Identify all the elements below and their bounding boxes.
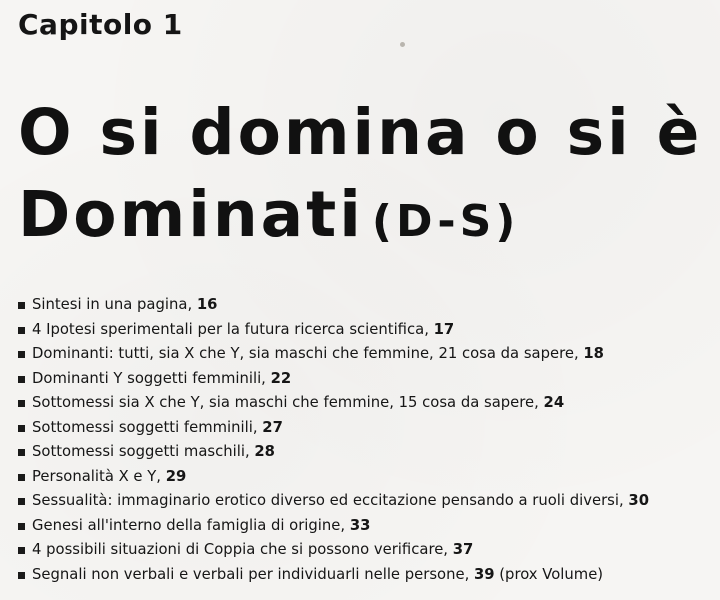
toc-item — [18, 465, 718, 490]
bullet-icon — [18, 474, 25, 481]
toc-item-text: Segnali non verbali e verbali per individuarli nelle persone, — [32, 565, 474, 583]
toc-page-number: 37 — [452, 541, 474, 558]
chapter-title-main: Dominati — [18, 178, 364, 251]
toc-item-text: Dominanti Y soggetti femminili, — [32, 369, 271, 387]
toc-page-number: 22 — [270, 369, 292, 387]
toc-page-number: 29 — [165, 467, 187, 485]
toc-page-number: 33 — [349, 516, 371, 534]
toc-item-text: Sottomessi soggetti maschili, — [32, 443, 255, 460]
toc-item — [18, 416, 718, 441]
toc-item-text: Genesi all'interno della famiglia di origine, — [32, 516, 350, 534]
bullet-icon — [18, 523, 25, 530]
bullet-icon — [18, 572, 25, 579]
chapter-label: Capitolo 1 — [18, 8, 183, 41]
toc-page-number: 18 — [583, 345, 604, 362]
toc-item-text: Sottomessi sia X che Y, sia maschi che femmine, 15 cosa da sapere, — [32, 394, 544, 411]
toc-item — [18, 318, 718, 343]
bullet-icon — [18, 425, 25, 432]
toc-item-text: Sintesi in una pagina, — [32, 296, 197, 313]
toc-item-text: Sottomessi soggetti femminili, — [32, 418, 263, 436]
bullet-icon — [18, 327, 25, 334]
bullet-icon — [18, 376, 25, 383]
toc-item-text: 4 possibili situazioni di Coppia che si possono verificare, — [32, 541, 453, 558]
toc-page-number: 28 — [254, 443, 275, 460]
toc-item-suffix: (prox Volume) — [494, 565, 604, 583]
toc-page-number: 27 — [262, 418, 283, 436]
toc-item — [18, 440, 718, 465]
paper-speck — [400, 42, 405, 47]
chapter-title-subtitle: (D-S) — [371, 196, 520, 247]
bullet-icon — [18, 302, 25, 309]
toc-item — [18, 489, 718, 514]
bullet-icon — [18, 351, 25, 358]
toc-item — [18, 342, 718, 367]
toc-page-number: 16 — [196, 296, 218, 313]
toc-item — [18, 293, 718, 318]
chapter-title-line-2 — [18, 174, 702, 263]
bullet-icon — [18, 449, 25, 456]
chapter-title — [18, 92, 702, 263]
toc-page-number: 17 — [433, 320, 455, 338]
toc-item-text: 4 Ipotesi sperimentali per la futura ricerca scientifica, — [32, 320, 434, 338]
chapter-title-line-1: O si domina o si è — [18, 96, 703, 169]
toc-item — [18, 514, 718, 539]
toc-page-number: 30 — [628, 492, 650, 509]
toc-item — [18, 391, 718, 416]
bullet-icon — [18, 498, 25, 505]
toc-item — [18, 367, 718, 392]
toc-item-text: Sessualità: immaginario erotico diverso ed eccitazione pensando a ruoli diversi, — [32, 492, 629, 509]
toc-page-number: 24 — [543, 394, 565, 411]
bullet-icon — [18, 547, 25, 554]
toc-item — [18, 538, 718, 563]
table-of-contents — [18, 293, 718, 587]
toc-page-number: 39 — [473, 565, 495, 583]
toc-item-text: Personalità X e Y, — [32, 467, 166, 485]
toc-item-text: Dominanti: tutti, sia X che Y, sia maschi che femmine, 21 cosa da sapere, — [32, 345, 584, 362]
bullet-icon — [18, 400, 25, 407]
toc-item — [18, 563, 718, 588]
